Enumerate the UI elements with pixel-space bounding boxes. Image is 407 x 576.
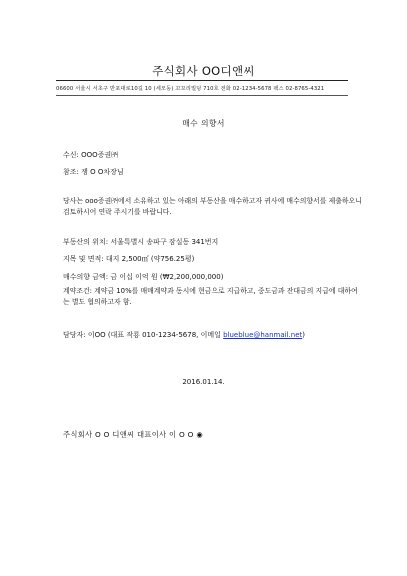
document-date: 2016.01.14.	[182, 378, 225, 386]
document-title: 매수 의향서	[182, 119, 225, 128]
signature-line: 주식회사 O O 디앤씨 대표이사 이 O O ◉	[63, 430, 203, 439]
purchase-amount-line: 매수의향 금액: 금 이십 이억 원 (₩2,200,000,000)	[63, 273, 224, 281]
company-name-header: 주식회사 OO디앤씨	[152, 64, 255, 78]
header-rule	[56, 80, 348, 81]
body-paragraph: 당사는 ooo증권㈜에서 소유하고 있는 아래의 부동산을 매수하고자 귀사에 매수의향서를 제출하오니 검토하시어 연락 주시기를 바랍니다.	[63, 197, 362, 216]
contract-terms: 계약조건: 계약금 10%를 매매계약과 동시에 현금으로 지급하고, 중도금과 잔대금의 지급에 대하여는 별도 협의하고자 함.	[63, 287, 358, 306]
address-rule	[56, 95, 348, 96]
reference-line: 참조: 쟁 O O차장님	[63, 168, 124, 176]
contact-suffix: )	[302, 331, 305, 339]
property-location-line: 부동산의 위치: 서울특별시 송파구 잠실동 341번지	[63, 238, 219, 246]
company-address-line: 06600 서울시 서초구 반포대로10길 10 (세모동) 꼬꼬리빌딩 710호 전화 02-1234-5678 팩스 02-8765-4321	[56, 86, 325, 92]
recipient-line: 수신: OOO증권㈜	[63, 151, 119, 159]
contact-line	[63, 330, 305, 340]
email-link[interactable]: blueblue@hanmail.net	[223, 331, 303, 339]
contact-text: 담당자: 이OO (대표 작룡 010-1234-5678, 이메일	[63, 331, 224, 339]
area-line: 지목 및 면적: 대지 2,500㎡ (약756.25평)	[63, 255, 195, 263]
